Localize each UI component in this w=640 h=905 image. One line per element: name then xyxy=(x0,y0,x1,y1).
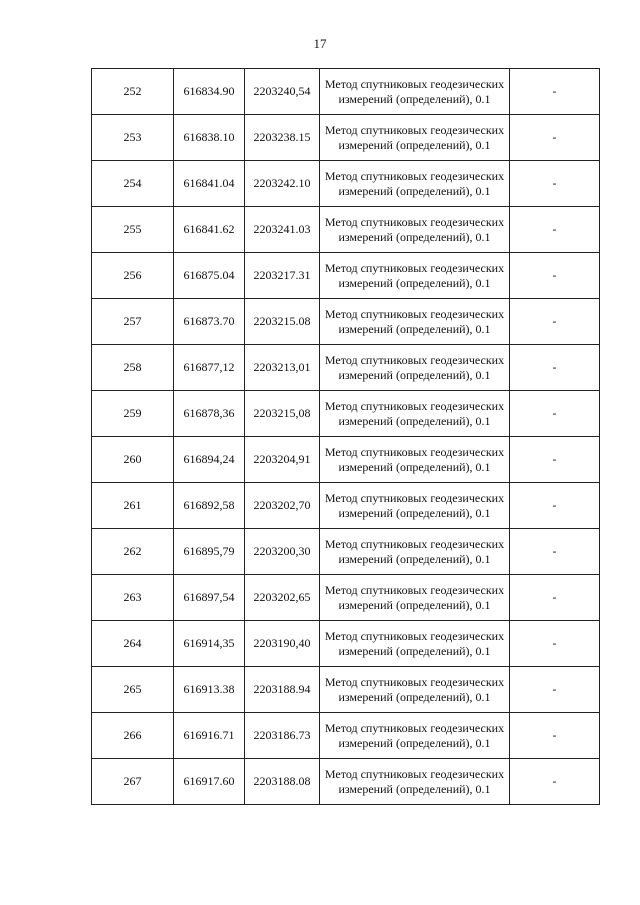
table-row xyxy=(92,69,600,115)
table-row xyxy=(92,483,600,529)
point-number-cell: 255 xyxy=(92,207,174,253)
page-number: 17 xyxy=(313,36,327,51)
y-coordinate-cell: 2203188.94 xyxy=(245,667,320,713)
note-cell: - xyxy=(510,69,600,115)
y-coordinate-cell: 2203240,54 xyxy=(245,69,320,115)
y-coordinate-cell: 2203190,40 xyxy=(245,621,320,667)
point-number-cell: 265 xyxy=(92,667,174,713)
point-number-cell: 253 xyxy=(92,115,174,161)
method-cell: Метод спутниковых геодезических измерений (определений), 0.1 xyxy=(320,713,510,759)
x-coordinate-cell: 616834.90 xyxy=(174,69,245,115)
x-coordinate-cell: 616916.71 xyxy=(174,713,245,759)
x-coordinate-cell: 616878,36 xyxy=(174,391,245,437)
y-coordinate-cell: 2203202,65 xyxy=(245,575,320,621)
method-cell: Метод спутниковых геодезических измерений (определений), 0.1 xyxy=(320,483,510,529)
table-row xyxy=(92,161,600,207)
method-cell: Метод спутниковых геодезических измерений (определений), 0.1 xyxy=(320,759,510,805)
y-coordinate-cell: 2203242.10 xyxy=(245,161,320,207)
x-coordinate-cell: 616914,35 xyxy=(174,621,245,667)
table-row xyxy=(92,299,600,345)
point-number-cell: 266 xyxy=(92,713,174,759)
y-coordinate-cell: 2203213,01 xyxy=(245,345,320,391)
note-cell: - xyxy=(510,529,600,575)
note-cell: - xyxy=(510,437,600,483)
note-cell: - xyxy=(510,667,600,713)
coordinates-table-body xyxy=(92,69,600,805)
table-row xyxy=(92,621,600,667)
table-row xyxy=(92,115,600,161)
note-cell: - xyxy=(510,759,600,805)
point-number-cell: 260 xyxy=(92,437,174,483)
method-cell: Метод спутниковых геодезических измерений (определений), 0.1 xyxy=(320,345,510,391)
y-coordinate-cell: 2203200,30 xyxy=(245,529,320,575)
y-coordinate-cell: 2203215.08 xyxy=(245,299,320,345)
x-coordinate-cell: 616897,54 xyxy=(174,575,245,621)
table-row xyxy=(92,713,600,759)
note-cell: - xyxy=(510,115,600,161)
x-coordinate-cell: 616877,12 xyxy=(174,345,245,391)
method-cell: Метод спутниковых геодезических измерений (определений), 0.1 xyxy=(320,161,510,207)
method-cell: Метод спутниковых геодезических измерений (определений), 0.1 xyxy=(320,621,510,667)
note-cell: - xyxy=(510,207,600,253)
x-coordinate-cell: 616917.60 xyxy=(174,759,245,805)
table-row xyxy=(92,207,600,253)
method-cell: Метод спутниковых геодезических измерений (определений), 0.1 xyxy=(320,115,510,161)
note-cell: - xyxy=(510,299,600,345)
y-coordinate-cell: 2203188.08 xyxy=(245,759,320,805)
note-cell: - xyxy=(510,253,600,299)
method-cell: Метод спутниковых геодезических измерений (определений), 0.1 xyxy=(320,575,510,621)
note-cell: - xyxy=(510,621,600,667)
point-number-cell: 258 xyxy=(92,345,174,391)
x-coordinate-cell: 616838.10 xyxy=(174,115,245,161)
point-number-cell: 256 xyxy=(92,253,174,299)
table-row xyxy=(92,253,600,299)
y-coordinate-cell: 2203215,08 xyxy=(245,391,320,437)
x-coordinate-cell: 616841.62 xyxy=(174,207,245,253)
point-number-cell: 262 xyxy=(92,529,174,575)
method-cell: Метод спутниковых геодезических измерений (определений), 0.1 xyxy=(320,667,510,713)
x-coordinate-cell: 616895,79 xyxy=(174,529,245,575)
point-number-cell: 259 xyxy=(92,391,174,437)
point-number-cell: 254 xyxy=(92,161,174,207)
x-coordinate-cell: 616873.70 xyxy=(174,299,245,345)
x-coordinate-cell: 616894,24 xyxy=(174,437,245,483)
method-cell: Метод спутниковых геодезических измерений (определений), 0.1 xyxy=(320,529,510,575)
table-row xyxy=(92,759,600,805)
y-coordinate-cell: 2203238.15 xyxy=(245,115,320,161)
note-cell: - xyxy=(510,483,600,529)
y-coordinate-cell: 2203204,91 xyxy=(245,437,320,483)
method-cell: Метод спутниковых геодезических измерений (определений), 0.1 xyxy=(320,299,510,345)
note-cell: - xyxy=(510,713,600,759)
note-cell: - xyxy=(510,391,600,437)
note-cell: - xyxy=(510,161,600,207)
table-row xyxy=(92,437,600,483)
x-coordinate-cell: 616913.38 xyxy=(174,667,245,713)
y-coordinate-cell: 2203186.73 xyxy=(245,713,320,759)
y-coordinate-cell: 2203202,70 xyxy=(245,483,320,529)
point-number-cell: 264 xyxy=(92,621,174,667)
table-row xyxy=(92,391,600,437)
point-number-cell: 261 xyxy=(92,483,174,529)
method-cell: Метод спутниковых геодезических измерений (определений), 0.1 xyxy=(320,69,510,115)
point-number-cell: 252 xyxy=(92,69,174,115)
table-row xyxy=(92,575,600,621)
method-cell: Метод спутниковых геодезических измерений (определений), 0.1 xyxy=(320,253,510,299)
point-number-cell: 263 xyxy=(92,575,174,621)
method-cell: Метод спутниковых геодезических измерений (определений), 0.1 xyxy=(320,207,510,253)
note-cell: - xyxy=(510,575,600,621)
x-coordinate-cell: 616892,58 xyxy=(174,483,245,529)
y-coordinate-cell: 2203217.31 xyxy=(245,253,320,299)
coordinates-table xyxy=(91,68,600,805)
table-row xyxy=(92,667,600,713)
method-cell: Метод спутниковых геодезических измерений (определений), 0.1 xyxy=(320,437,510,483)
table-row xyxy=(92,529,600,575)
table-row xyxy=(92,345,600,391)
note-cell: - xyxy=(510,345,600,391)
x-coordinate-cell: 616875.04 xyxy=(174,253,245,299)
x-coordinate-cell: 616841.04 xyxy=(174,161,245,207)
method-cell: Метод спутниковых геодезических измерений (определений), 0.1 xyxy=(320,391,510,437)
point-number-cell: 257 xyxy=(92,299,174,345)
y-coordinate-cell: 2203241.03 xyxy=(245,207,320,253)
point-number-cell: 267 xyxy=(92,759,174,805)
